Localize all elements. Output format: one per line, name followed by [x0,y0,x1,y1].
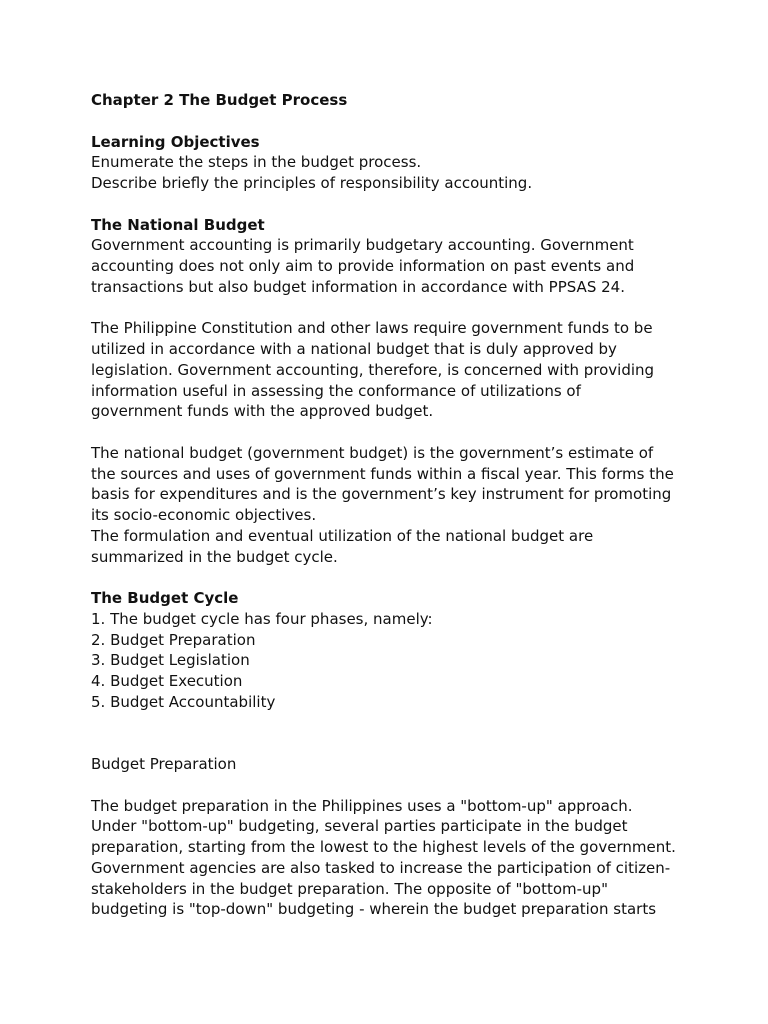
spacer [91,298,691,319]
paragraph-line: stakeholders in the budget preparation. The opposite of "bottom-up" [91,879,608,898]
learning-objectives-heading: Learning Objectives [91,132,260,151]
spacer [91,422,691,443]
paragraph-line: legislation. Government accounting, therefore, is concerned with providing [91,360,655,379]
chapter-title: Chapter 2 The Budget Process [91,91,348,109]
list-item: 3. Budget Legislation [91,651,250,670]
paragraph-line: Under "bottom-up" budgeting, several parties participate in the budget [91,817,628,836]
budget-preparation-heading: Budget Preparation [91,755,237,773]
list-item: 2. Budget Preparation [91,630,256,649]
spacer [91,194,691,215]
paragraph-line: The formulation and eventual utilization of the national budget are [91,526,594,545]
objective-line: Enumerate the steps in the budget process. [91,153,422,172]
paragraph-line: Government agencies are also tasked to increase the participation of citizen- [91,858,671,877]
paragraph-line: The national budget (government budget) is the government’s estimate of [91,443,654,462]
paragraph-line: Government accounting is primarily budgetary accounting. Government [91,236,634,255]
list-item: 1. The budget cycle has four phases, namely: [91,609,433,628]
paragraph-line: preparation, starting from the lowest to the highest levels of the government. [91,838,676,856]
spacer [91,713,691,755]
budget-cycle-heading: The Budget Cycle [91,589,239,607]
list-item: 5. Budget Accountability [91,692,276,711]
objective-line: Describe briefly the principles of responsibility accounting. [91,174,533,192]
spacer [91,111,691,132]
paragraph-line: The budget preparation in the Philippines uses a "bottom-up" approach. [91,796,633,815]
spacer [91,567,691,588]
paragraph-line: accounting does not only aim to provide information on past events and [91,257,635,275]
document-page [91,90,691,920]
list-item: 4. Budget Execution [91,672,243,690]
paragraph-line: its socio-economic objectives. [91,506,317,524]
paragraph-line: summarized in the budget cycle. [91,547,338,566]
paragraph-line: The Philippine Constitution and other laws require government funds to be [91,319,653,338]
spacer [91,775,691,796]
national-budget-heading: The National Budget [91,215,265,234]
paragraph-line: transactions but also budget information in accordance with PPSAS 24. [91,277,625,296]
paragraph-line: the sources and uses of government funds within a fiscal year. This forms the [91,464,674,483]
paragraph-line: basis for expenditures and is the government’s key instrument for promoting [91,485,672,504]
paragraph-line: budgeting is "top-down" budgeting - wherein the budget preparation starts [91,900,657,919]
paragraph-line: information useful in assessing the conformance of utilizations of [91,381,581,400]
paragraph-line: utilized in accordance with a national budget that is duly approved by [91,340,617,358]
paragraph-line: government funds with the approved budget. [91,402,434,421]
